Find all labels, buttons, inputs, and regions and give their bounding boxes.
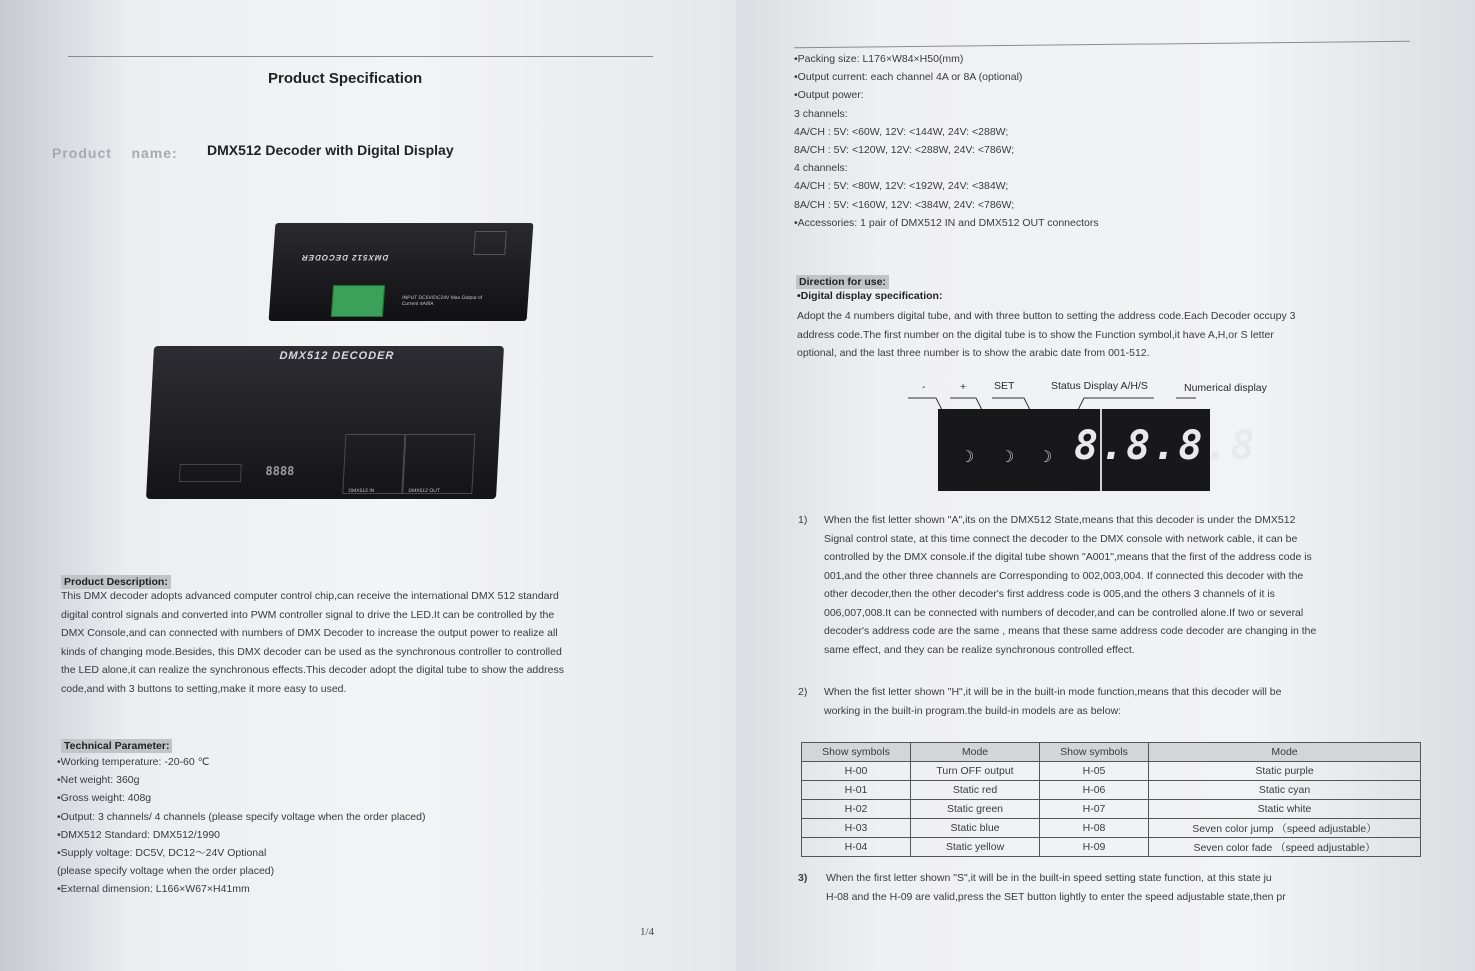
dmx-in-label: DMX512 IN: [348, 488, 375, 494]
tech-line: •DMX512 Standard: DMX512/1990: [57, 828, 221, 841]
seven-segment-digits: 8.8.8.8: [1074, 423, 1257, 469]
label-minus: -: [922, 381, 926, 393]
device-top-label: DMX512 DECODER: [300, 253, 389, 262]
table-row: [802, 838, 1421, 857]
table-cell: Static blue: [911, 819, 1040, 838]
table-cell: Static green: [911, 800, 1040, 819]
dmx-out-port: [402, 434, 475, 494]
spec-line: 8A/CH : 5V: <120W, 12V: <288W, 24V: <786W;: [794, 144, 1015, 157]
spec-line: •Packing size: L176×W84×H50(mm): [794, 53, 964, 65]
spec-line: 4A/CH : 5V: <60W, 12V: <144W, 24V: <288W;: [794, 125, 1009, 138]
tech-line: (please specify voltage when the order placed): [57, 865, 275, 878]
plus-button-icon: ☽: [1000, 449, 1015, 466]
label-plus: +: [960, 381, 967, 393]
table-cell: Static white: [1149, 800, 1421, 819]
description-line: code,and with 3 buttons to setting,make it more easy to used.: [61, 682, 347, 695]
label-status: Status Display A/H/S: [1051, 380, 1148, 392]
tech-line: •Output: 3 channels/ 4 channels (please specify voltage when the order placed): [57, 810, 426, 823]
item3-line: When the first letter shown "S",it will be in the built-in speed setting state function, at this state ju: [826, 872, 1272, 884]
table-cell: H-01: [802, 781, 911, 800]
table-cell: H-05: [1040, 762, 1149, 781]
spec-line: 4 channels:: [794, 162, 848, 175]
item1-line: decoder's address code are the same , means that these same address code decoder are changing in the: [824, 625, 1317, 637]
item1-line: controlled by the DMX console.if the digital tube shown "A001",means that the first of the address code is: [824, 551, 1312, 563]
page-title: Product Specification: [268, 70, 423, 87]
description-heading: Product Description:: [61, 575, 171, 589]
dmx-in-port: [342, 434, 405, 494]
item3-body: [826, 869, 1466, 906]
description-body: [61, 587, 671, 698]
table-cell: Static purple: [1149, 762, 1421, 781]
device-front-label: DMX512 DECODER: [279, 350, 395, 362]
tech-line: •Net weight: 360g: [57, 774, 140, 787]
item1-line: 001,and the other three channels are Corresponding to 002,003,004. If connected this decoder with the: [824, 569, 1304, 582]
item1-line: When the fist letter shown "A",its on the DMX512 State,means that this decoder is under the DMX512: [824, 514, 1296, 526]
table-header-row: [802, 743, 1421, 762]
tech-params: [57, 753, 577, 899]
tech-heading-wrap: [61, 736, 172, 754]
dmx-out-label: DMX512 OUT: [408, 488, 440, 494]
table-cell: Turn OFF output: [911, 762, 1040, 781]
table-header: Mode: [911, 743, 1040, 762]
right-page: [736, 0, 1475, 971]
item1-body: [824, 511, 1434, 659]
table-row: [802, 781, 1421, 800]
device-buttons: [179, 464, 242, 482]
table-header: Mode: [1149, 743, 1421, 762]
table-header: Show symbols: [1040, 743, 1149, 762]
item2-line: When the fist letter shown "H",it will be in the built-in mode function,means that this decoder will be: [824, 686, 1282, 698]
label-numerical: Numerical display: [1184, 382, 1267, 394]
spec-line: •Accessories: 1 pair of DMX512 IN and DMX512 OUT connectors: [794, 216, 1099, 229]
item1-number: 1): [798, 514, 808, 526]
top-rule: [68, 56, 653, 57]
tech-heading: Technical Parameter:: [61, 739, 172, 753]
table-cell: Static cyan: [1149, 781, 1421, 800]
product-name: DMX512 Decoder with Digital Display: [207, 142, 454, 158]
table-header: Show symbols: [802, 743, 911, 762]
minus-button-icon: ☽: [960, 449, 975, 466]
description-line: kinds of changing mode.Besides, this DMX decoder can be used as the synchronous controller to controlled: [61, 645, 562, 658]
decoder-front-view-image: [146, 346, 504, 499]
table-cell: H-00: [802, 762, 911, 781]
table-row: [802, 762, 1421, 781]
item2-line: working in the built-in program.the build-in models are as below:: [824, 704, 1122, 717]
digital-spec-heading: •Digital display specification:: [797, 290, 943, 302]
tech-line: •External dimension: L166×W67×H41mm: [57, 883, 250, 896]
top-rule: [794, 41, 1410, 48]
digital-display-diagram: [938, 409, 1257, 491]
table-cell: H-04: [802, 838, 911, 857]
left-page: [0, 0, 736, 971]
product-name-label: Product name:: [52, 145, 178, 161]
table-cell: H-09: [1040, 838, 1149, 857]
table-cell: H-02: [802, 800, 911, 819]
set-button-icon: ☽: [1038, 449, 1053, 466]
item1-line: same effect, and they can be realize synchronous controlled effect.: [824, 643, 1135, 656]
tech-line: •Working temperature: -20-60 ℃: [57, 756, 210, 768]
item2-body: [824, 683, 1434, 720]
table-row: [802, 819, 1421, 838]
table-row: [802, 800, 1421, 819]
top-connector: [473, 231, 507, 255]
digital-spec-line: Adopt the 4 numbers digital tube, and with three button to setting the address code.Each Decoder occupy 3: [797, 310, 1296, 322]
table-cell: H-03: [802, 819, 911, 838]
decoder-top-view-image: [269, 223, 534, 321]
table-cell: Seven color fade （speed adjustable）: [1149, 838, 1421, 857]
description-line: digital control signals and converted into PWM controller signal to drive the LED.It can be controlled by the: [61, 608, 555, 621]
digital-spec-line: optional, and the last three number is to show the arabic date from 001-512.: [797, 347, 1150, 359]
spec-line: •Output power:: [794, 89, 864, 102]
terminal-block: [331, 285, 385, 317]
item1-line: Signal control state, at this time connect the decoder to the DMX console with network cable, it can be: [824, 532, 1298, 545]
tech-line: •Gross weight: 408g: [57, 792, 152, 805]
page-number: 1/4: [640, 926, 655, 938]
direction-heading-wrap: [796, 272, 889, 290]
table-cell: Seven color jump （speed adjustable）: [1149, 819, 1421, 838]
digital-spec-line: address code.The first number on the digital tube is to show the Function symbol,it have A,H,or S letter: [797, 328, 1274, 341]
spec-line: •Output current: each channel 4A or 8A (optional): [794, 71, 1023, 84]
item3-number: 3): [798, 872, 808, 884]
item1-line: 006,007,008.It can be connected with numbers of decoder,and can be controlled alone.If two or several: [824, 606, 1304, 619]
device-top-sub: INPUT DC5V/DC24V Max Output of Current 4A/8A: [401, 295, 483, 307]
item3-line: H-08 and the H-09 are valid,press the SET button lightly to enter the speed adjustable state,then pr: [826, 890, 1286, 903]
description-line: This DMX decoder adopts advanced computer control chip,can receive the international DMX 512 standard: [61, 590, 559, 602]
spec-line: 8A/CH : 5V: <160W, 12V: <384W, 24V: <786W;: [794, 198, 1015, 211]
item1-line: other decoder,then the other decoder's first address code is 005,and the others 3 channels of it is: [824, 588, 1275, 600]
label-set: SET: [994, 380, 1015, 392]
description-line: the LED alone,it can realize the synchronous effects.This decoder adopt the digital tube to show the address: [61, 664, 564, 676]
table-cell: H-07: [1040, 800, 1149, 819]
built-in-modes-table: [801, 742, 1421, 857]
spec-line: 4A/CH : 5V: <80W, 12V: <192W, 24V: <384W;: [794, 180, 1009, 193]
spec-list: [794, 50, 1354, 232]
table-cell: Static yellow: [911, 838, 1040, 857]
tech-line: •Supply voltage: DC5V, DC12～24V Optional: [57, 847, 267, 860]
table-cell: Static red: [911, 781, 1040, 800]
table-cell: H-08: [1040, 819, 1149, 838]
table-cell: H-06: [1040, 781, 1149, 800]
digital-spec-body: [797, 307, 1427, 363]
description-line: DMX Console,and can connected with numbers of DMX Decoder to increase the output power to realize all: [61, 627, 558, 639]
spec-line: 3 channels:: [794, 107, 848, 120]
device-digits: 8888: [265, 464, 295, 478]
direction-heading: Direction for use:: [796, 275, 889, 289]
item2-number: 2): [798, 686, 808, 698]
